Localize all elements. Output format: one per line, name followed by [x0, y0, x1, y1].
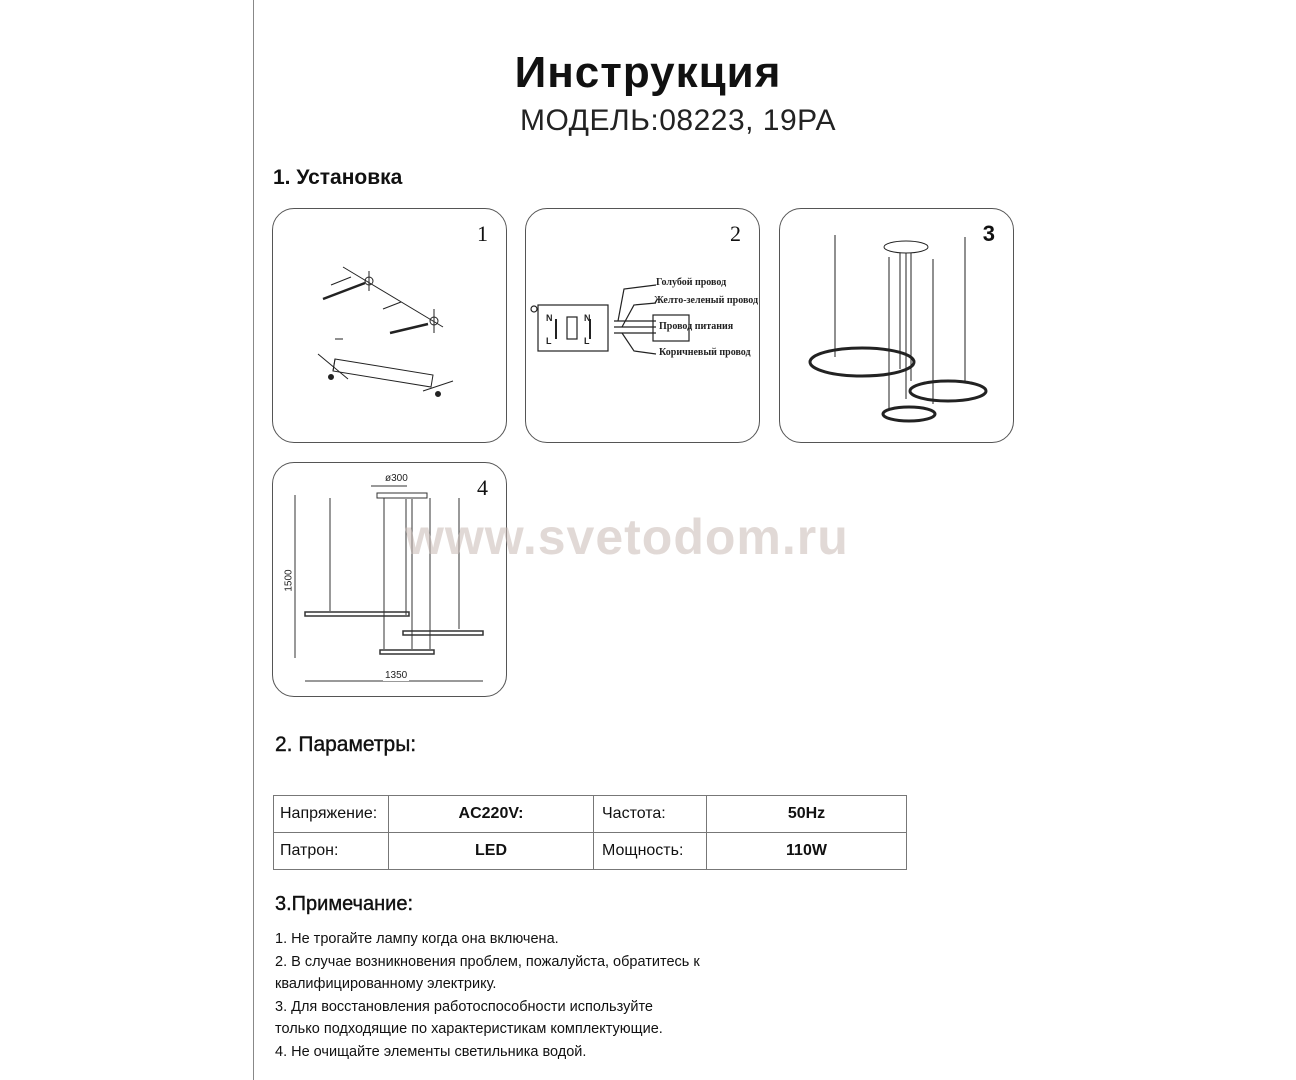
notes-heading: 3.Примечание: — [275, 893, 413, 915]
diameter-label: ø300 — [385, 473, 408, 484]
wire-label-power: Провод питания — [659, 321, 734, 332]
frequency-label: Частота: — [594, 796, 707, 833]
panel-number: 1 — [477, 221, 488, 246]
note-line: квалифицированному электрику. — [275, 976, 497, 992]
note-line: 2. В случае возникновения проблем, пожалуйста, обратитесь к — [275, 953, 700, 970]
svg-text:L: L — [584, 336, 590, 346]
frequency-value: 50Hz — [707, 796, 907, 833]
note-line: 4. Не очищайте элементы светильника водой. — [275, 1043, 587, 1060]
svg-text:L: L — [546, 336, 552, 346]
voltage-value: AC220V: — [389, 796, 594, 833]
dimensions-drawing — [273, 463, 506, 696]
watermark: www.svetodom.ru — [405, 509, 849, 565]
note-line: 3. Для восстановления работоспособности используйте — [275, 998, 653, 1015]
panel-number: 3 — [982, 221, 995, 246]
ring-pendant-illustration — [780, 209, 1013, 442]
wall-mount-bracket-illustration — [273, 209, 506, 442]
parameters-heading: 2. Параметры: — [275, 733, 417, 756]
panel-number: 4 — [477, 475, 488, 500]
parameters-table — [273, 795, 907, 870]
wire-label-blue: Голубой провод — [656, 277, 727, 288]
height-label: 1500 — [283, 569, 295, 592]
model-number: МОДЕЛЬ:08223, 19PA — [520, 104, 836, 137]
width-label: 1350 — [385, 670, 408, 681]
table-row — [274, 796, 907, 833]
document-title: Инструкция — [514, 48, 782, 97]
installation-heading: 1. Установка — [273, 166, 403, 189]
installation-panel-1 — [272, 208, 507, 443]
notes-list — [275, 928, 700, 1063]
panel-number: 2 — [730, 221, 741, 246]
socket-value: LED — [389, 833, 594, 870]
installation-panel-3 — [779, 208, 1014, 443]
note-line: 1. Не трогайте лампу когда она включена. — [275, 931, 559, 947]
power-label: Мощность: — [594, 833, 707, 870]
note-line: только подходящие по характеристикам комплектующие. — [275, 1021, 663, 1037]
svg-text:N: N — [546, 313, 553, 323]
wire-label-yellow-green: Желто-зеленый провод — [654, 295, 759, 306]
power-value: 110W — [707, 833, 907, 870]
wire-label-brown: Коричневый провод — [659, 347, 751, 358]
table-row — [274, 833, 907, 870]
installation-panel-2 — [525, 208, 760, 443]
voltage-label: Напряжение: — [274, 796, 389, 833]
page-left-border — [253, 0, 254, 1080]
socket-label: Патрон: — [274, 833, 389, 870]
svg-text:N: N — [584, 313, 591, 323]
installation-panel-4 — [272, 462, 507, 697]
